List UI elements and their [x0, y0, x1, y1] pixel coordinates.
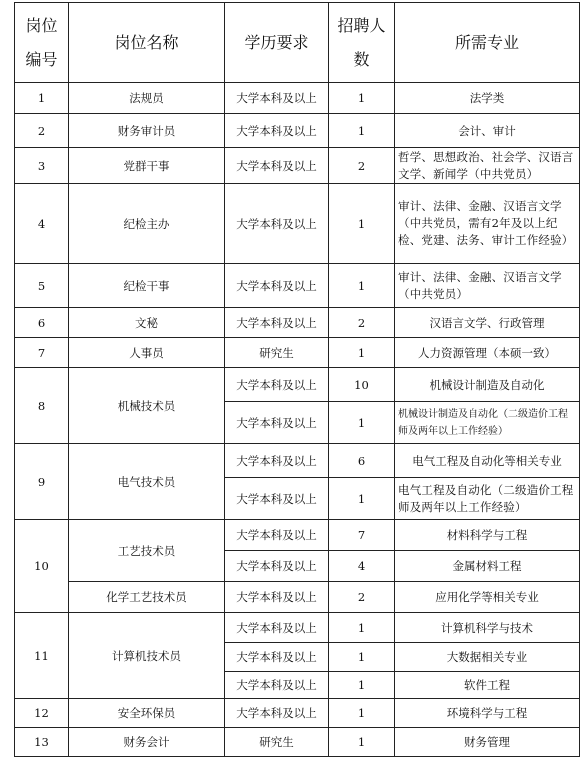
- major: 电气工程及自动化等相关专业: [395, 444, 580, 478]
- post-name: 电气技术员: [69, 444, 225, 520]
- post-id: 9: [15, 444, 69, 520]
- major: 环境科学与工程: [395, 699, 580, 728]
- post-id: 5: [15, 264, 69, 308]
- education: 大学本科及以上: [225, 613, 329, 643]
- post-id: 13: [15, 728, 69, 757]
- education: 大学本科及以上: [225, 83, 329, 114]
- post-id: 1: [15, 83, 69, 114]
- post-id: 8: [15, 368, 69, 444]
- education: 大学本科及以上: [225, 368, 329, 402]
- header-row: [15, 3, 580, 83]
- header-headcount: 招聘人 数: [329, 3, 395, 83]
- major: 计算机科学与技术: [395, 613, 580, 643]
- education: 大学本科及以上: [225, 520, 329, 551]
- post-id: 12: [15, 699, 69, 728]
- post-name: 机械技术员: [69, 368, 225, 444]
- table-row: [15, 308, 580, 338]
- table-row: [15, 148, 580, 184]
- education: 大学本科及以上: [225, 478, 329, 520]
- post-id: 7: [15, 338, 69, 368]
- headcount: 10: [329, 368, 395, 402]
- post-name: 人事员: [69, 338, 225, 368]
- major: 应用化学等相关专业: [395, 582, 580, 613]
- headcount: 7: [329, 520, 395, 551]
- headcount: 1: [329, 643, 395, 672]
- headcount: 1: [329, 699, 395, 728]
- header-post-name: 岗位名称: [69, 3, 225, 83]
- post-name: 财务会计: [69, 728, 225, 757]
- education: 研究生: [225, 728, 329, 757]
- major: 哲学、思想政治、社会学、汉语言文学、新闻学（中共党员）: [395, 148, 580, 184]
- post-name: 财务审计员: [69, 114, 225, 148]
- header-major: 所需专业: [395, 3, 580, 83]
- major: 金属材料工程: [395, 551, 580, 582]
- major: 会计、审计: [395, 114, 580, 148]
- table-row: [15, 582, 580, 613]
- major: 财务管理: [395, 728, 580, 757]
- table-row: [15, 728, 580, 757]
- major: 大数据相关专业: [395, 643, 580, 672]
- post-name: 计算机技术员: [69, 613, 225, 699]
- education: 大学本科及以上: [225, 444, 329, 478]
- headcount: 1: [329, 83, 395, 114]
- post-name: 文秘: [69, 308, 225, 338]
- post-id: 3: [15, 148, 69, 184]
- education: 大学本科及以上: [225, 308, 329, 338]
- education: 大学本科及以上: [225, 643, 329, 672]
- education: 大学本科及以上: [225, 114, 329, 148]
- post-id: 4: [15, 184, 69, 264]
- header-education: 学历要求: [225, 3, 329, 83]
- major: 软件工程: [395, 672, 580, 699]
- post-id: 2: [15, 114, 69, 148]
- table-row: [15, 264, 580, 308]
- post-name: 安全环保员: [69, 699, 225, 728]
- header-post-id: 岗位 编号: [15, 3, 69, 83]
- table-row: [15, 368, 580, 402]
- headcount: 1: [329, 478, 395, 520]
- headcount: 2: [329, 582, 395, 613]
- headcount: 1: [329, 264, 395, 308]
- post-name: 纪检主办: [69, 184, 225, 264]
- major: 材料科学与工程: [395, 520, 580, 551]
- post-id: 6: [15, 308, 69, 338]
- education: 大学本科及以上: [225, 148, 329, 184]
- table-row: [15, 114, 580, 148]
- headcount: 4: [329, 551, 395, 582]
- headcount: 1: [329, 672, 395, 699]
- major: 审计、法律、金融、汉语言文学（中共党员）: [395, 264, 580, 308]
- recruitment-table: [14, 2, 580, 757]
- education: 大学本科及以上: [225, 699, 329, 728]
- headcount: 2: [329, 308, 395, 338]
- post-name: 工艺技术员: [69, 520, 225, 582]
- post-id: 10: [15, 520, 69, 613]
- major: 电气工程及自动化（二级造价工程师及两年以上工作经验）: [395, 478, 580, 520]
- headcount: 2: [329, 148, 395, 184]
- education: 大学本科及以上: [225, 264, 329, 308]
- headcount: 1: [329, 402, 395, 444]
- headcount: 1: [329, 728, 395, 757]
- post-id: 11: [15, 613, 69, 699]
- table-row: [15, 699, 580, 728]
- education: 大学本科及以上: [225, 402, 329, 444]
- major: 机械设计制造及自动化（二级造价工程师及两年以上工作经验）: [395, 402, 580, 444]
- post-name: 党群干事: [69, 148, 225, 184]
- headcount: 1: [329, 114, 395, 148]
- major: 法学类: [395, 83, 580, 114]
- headcount: 6: [329, 444, 395, 478]
- table-row: [15, 83, 580, 114]
- major: 机械设计制造及自动化: [395, 368, 580, 402]
- major: 审计、法律、金融、汉语言文学（中共党员，需有2年及以上纪检、党建、法务、审计工作经验）: [395, 184, 580, 264]
- table-row: [15, 184, 580, 264]
- headcount: 1: [329, 184, 395, 264]
- education: 大学本科及以上: [225, 184, 329, 264]
- table-row: [15, 444, 580, 478]
- post-name: 纪检干事: [69, 264, 225, 308]
- headcount: 1: [329, 613, 395, 643]
- post-name: 化学工艺技术员: [69, 582, 225, 613]
- major: 汉语言文学、行政管理: [395, 308, 580, 338]
- headcount: 1: [329, 338, 395, 368]
- education: 大学本科及以上: [225, 551, 329, 582]
- education: 大学本科及以上: [225, 582, 329, 613]
- education: 研究生: [225, 338, 329, 368]
- table-row: [15, 338, 580, 368]
- post-name: 法规员: [69, 83, 225, 114]
- table-row: [15, 520, 580, 551]
- table-row: [15, 613, 580, 643]
- major: 人力资源管理（本硕一致）: [395, 338, 580, 368]
- education: 大学本科及以上: [225, 672, 329, 699]
